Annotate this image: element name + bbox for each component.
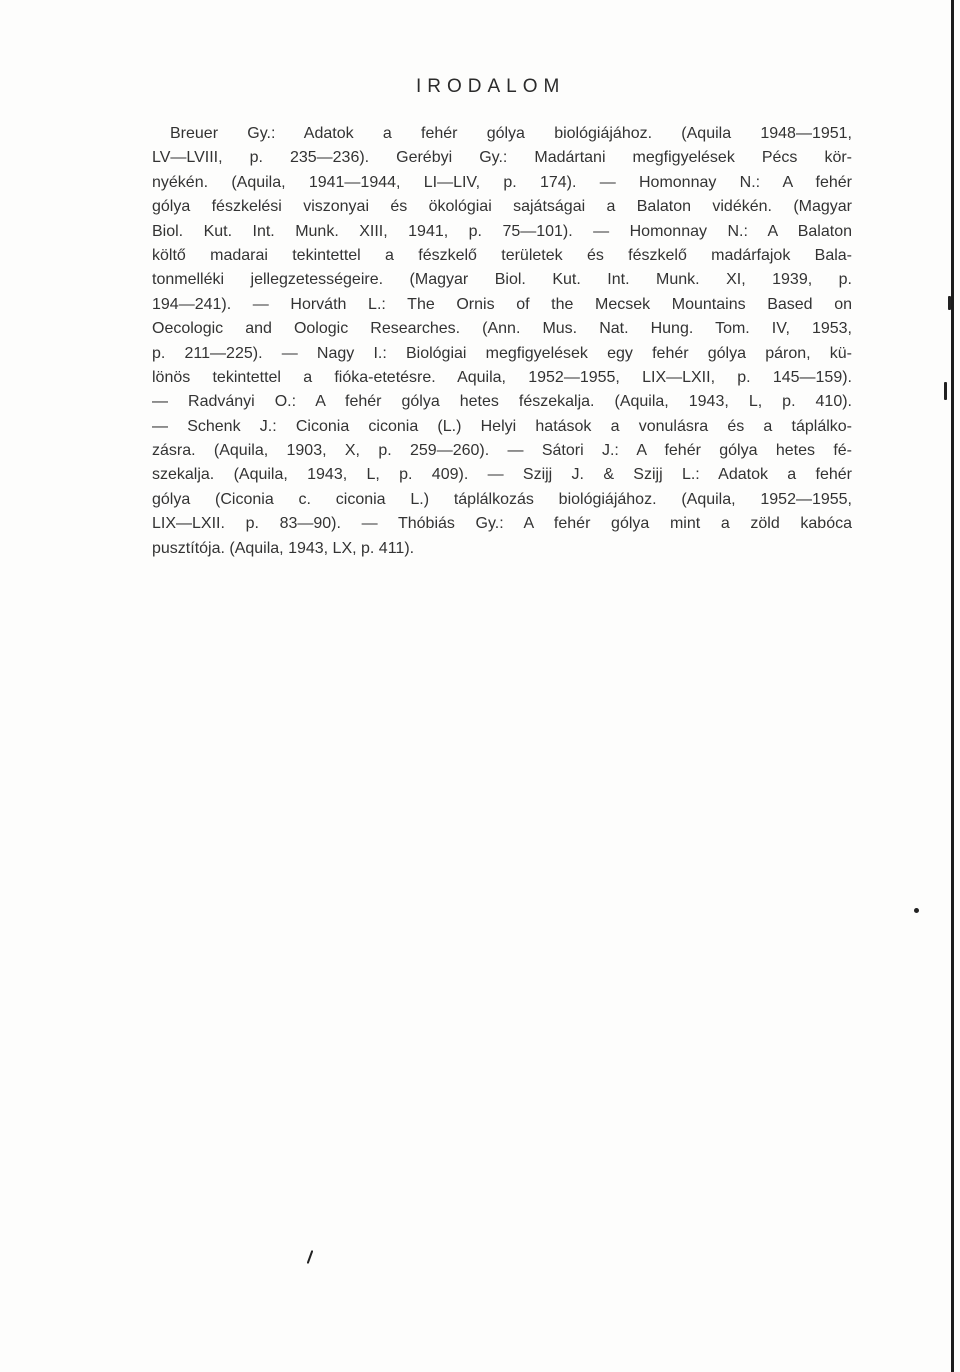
scan-speck	[307, 1250, 314, 1264]
scan-speck	[948, 296, 951, 310]
scan-speck	[914, 908, 919, 913]
reference-line: Biol. Kut. Int. Munk. XIII, 1941, p. 75—101). — Homonnay N.: A Balaton	[152, 222, 852, 240]
reference-line: gólya (Ciconia c. ciconia L.) táplálkozás biológiájához. (Aquila, 1952—1955,	[152, 490, 852, 508]
reference-line: p. 211—225). — Nagy I.: Biológiai megfigyelések egy fehér gólya páron, kü-	[152, 344, 852, 362]
references-block	[152, 122, 852, 561]
reference-line: LV—LVIII, p. 235—236). Gerébyi Gy.: Madártani megfigyelések Pécs kör-	[152, 149, 852, 167]
reference-line: LIX—LXII. p. 83—90). — Thóbiás Gy.: A fehér gólya mint a zöld kabóca	[152, 515, 852, 533]
reference-line: — Schenk J.: Ciconia ciconia (L.) Helyi hatások a vonulásra és a táplálko-	[152, 417, 852, 435]
reference-line: lönös tekintettel a fióka-etetésre. Aquila, 1952—1955, LIX—LXII, p. 145—159).	[152, 368, 852, 386]
reference-line: zásra. (Aquila, 1903, X, p. 259—260). — Sátori J.: A fehér gólya hetes fé-	[152, 442, 852, 460]
reference-line: — Radványi O.: A fehér gólya hetes fészekalja. (Aquila, 1943, L, p. 410).	[152, 393, 852, 411]
reference-line: pusztítója. (Aquila, 1943, LX, p. 411).	[152, 539, 415, 557]
reference-line: gólya fészkelési viszonyai és ökológiai sajátságai a Balaton vidékén. (Magyar	[152, 198, 852, 216]
reference-line: szekalja. (Aquila, 1943, L, p. 409). — Szijj J. & Szijj L.: Adatok a fehér	[152, 466, 852, 484]
reference-line: Oecologic and Oologic Researches. (Ann. Mus. Nat. Hung. Tom. IV, 1953,	[152, 320, 852, 338]
section-title: IRODALOM	[416, 76, 566, 97]
reference-line: 194—241). — Horváth L.: The Ornis of the Mecsek Mountains Based on	[152, 295, 852, 313]
scan-edge-line	[951, 0, 954, 1372]
reference-line: Breuer Gy.: Adatok a fehér gólya biológiájához. (Aquila 1948—1951,	[170, 125, 852, 142]
reference-line: nyékén. (Aquila, 1941—1944, LI—LIV, p. 174). — Homonnay N.: A fehér	[152, 173, 852, 191]
reference-line: tonmelléki jellegzetességeire. (Magyar Biol. Kut. Int. Munk. XI, 1939, p.	[152, 271, 852, 289]
reference-line: költő madarai tekintettel a fészkelő területek és fészkelő madárfajok Bala-	[152, 246, 852, 264]
scan-speck	[944, 382, 947, 400]
